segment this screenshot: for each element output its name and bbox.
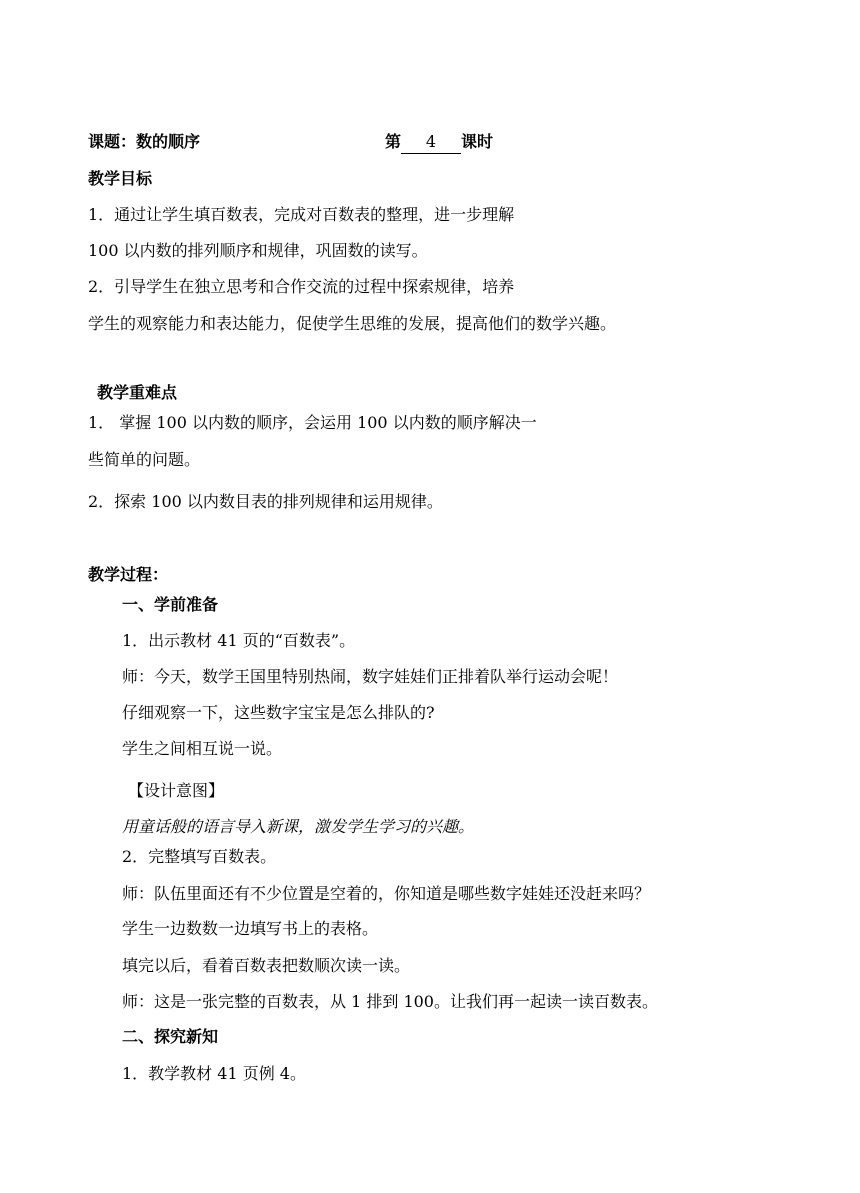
- section1-line: 仔细观察一下，这些数字宝宝是怎么排队的?: [122, 703, 435, 722]
- objective-line: 1．通过让学生填百数表，完成对百数表的整理，进一步理解: [88, 205, 515, 224]
- key-point-line: 2．探索 100 以内数目表的排列规律和运用规律。: [88, 492, 443, 511]
- section1-line: 1．出示教材 41 页的“百数表”。: [122, 631, 356, 650]
- title-text: 数的顺序: [136, 132, 201, 151]
- period-number: 4: [401, 131, 461, 154]
- section1-line: 学生一边数数一边填写书上的表格。: [122, 919, 379, 938]
- section1-line: 师：队伍里面还有不少位置是空着的，你知道是哪些数字娃娃还没赶来吗？: [122, 884, 651, 903]
- section1-heading: 一、学前准备: [122, 595, 219, 614]
- design-intent-text: 用童话般的语言导入新课，激发学生学习的兴趣。: [122, 817, 475, 836]
- design-intent-label: 【设计意图】: [128, 781, 225, 800]
- section1-line: 填完以后，看着百数表把数顺次读一读。: [122, 956, 411, 975]
- section2-line: 1．教学教材 41 页例 4。: [122, 1064, 306, 1083]
- lesson-title: [88, 131, 200, 153]
- section1-line: 学生之间相互说一说。: [122, 739, 283, 758]
- period-prefix: 第: [385, 132, 402, 151]
- key-point-line: 些简单的问题。: [88, 450, 201, 469]
- section1-line: 2．完整填写百数表。: [122, 847, 277, 866]
- objective-line: 2．引导学生在独立思考和合作交流的过程中探索规律，培养: [88, 277, 515, 296]
- objective-line: 学生的观察能力和表达能力，促使学生思维的发展，提高他们的数学兴趣。: [88, 314, 617, 333]
- key-points-heading: 教学重难点: [97, 383, 178, 402]
- title-prefix: 课题：: [88, 132, 137, 151]
- key-point-line: 1． 掌握 100 以内数的顺序，会运用 100 以内数的顺序解决一: [88, 413, 537, 432]
- lesson-period: [385, 131, 493, 154]
- period-suffix: 课时: [461, 132, 494, 151]
- objectives-heading: 教学目标: [88, 169, 153, 188]
- section1-line: 师：这是一张完整的百数表，从 1 排到 100。让我们再一起读一读百数表。: [122, 992, 658, 1011]
- section1-line: 师：今天，数学王国里特别热闹，数字娃娃们正排着队举行运动会呢！: [122, 667, 619, 686]
- section2-heading: 二、探究新知: [122, 1027, 219, 1046]
- objective-line: 100 以内数的排列顺序和规律，巩固数的读写。: [88, 241, 428, 260]
- process-heading: 教学过程：: [88, 565, 169, 584]
